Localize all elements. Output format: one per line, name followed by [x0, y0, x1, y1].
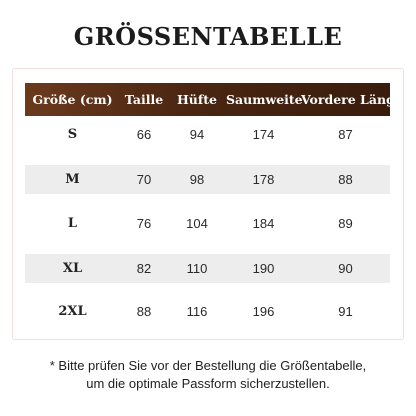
- huefte-cell: 104: [186, 216, 208, 231]
- saumweite-cell: 196: [252, 304, 275, 319]
- page-title: GRÖSSENTABELLE: [73, 22, 343, 51]
- laenge-cell: 90: [338, 261, 353, 276]
- huefte-cell: 94: [189, 127, 205, 142]
- table-row: [25, 297, 390, 326]
- table-row: [25, 254, 390, 283]
- header-saumweite: Saumweite: [226, 92, 303, 107]
- huefte-cell: 110: [186, 261, 208, 276]
- size-cell: M: [65, 172, 80, 187]
- table-row: [25, 165, 390, 194]
- note-line-2: um die optimale Passform sicherzustellen.: [86, 376, 330, 391]
- table-row: [25, 120, 390, 149]
- huefte-cell: 116: [186, 304, 208, 319]
- table-header-row: [25, 83, 403, 116]
- table-row: [25, 209, 390, 238]
- laenge-cell: 89: [338, 216, 353, 231]
- size-cell: 2XL: [58, 304, 87, 319]
- laenge-cell: 87: [338, 127, 353, 142]
- note-line-1: * Bitte prüfen Sie vor der Bestellung die Größentabelle,: [49, 358, 367, 373]
- huefte-cell: 98: [189, 172, 205, 187]
- size-cell: XL: [62, 261, 83, 276]
- saumweite-cell: 184: [252, 216, 275, 231]
- taille-cell: 70: [136, 172, 152, 187]
- saumweite-cell: 190: [252, 261, 275, 276]
- laenge-cell: 88: [338, 172, 353, 187]
- taille-cell: 88: [136, 304, 152, 319]
- laenge-cell: 91: [338, 304, 353, 319]
- header-huefte: Hüfte: [176, 92, 217, 107]
- taille-cell: 66: [136, 127, 152, 142]
- header-size: Größe (cm): [32, 92, 113, 107]
- header-taille: Taille: [124, 92, 164, 107]
- size-cell: S: [67, 127, 78, 142]
- saumweite-cell: 174: [252, 127, 275, 142]
- taille-cell: 76: [136, 216, 152, 231]
- saumweite-cell: 178: [252, 172, 275, 187]
- size-cell: L: [67, 216, 78, 231]
- taille-cell: 82: [136, 261, 152, 276]
- header-vordere-laenge: Vordere Länge: [301, 92, 403, 107]
